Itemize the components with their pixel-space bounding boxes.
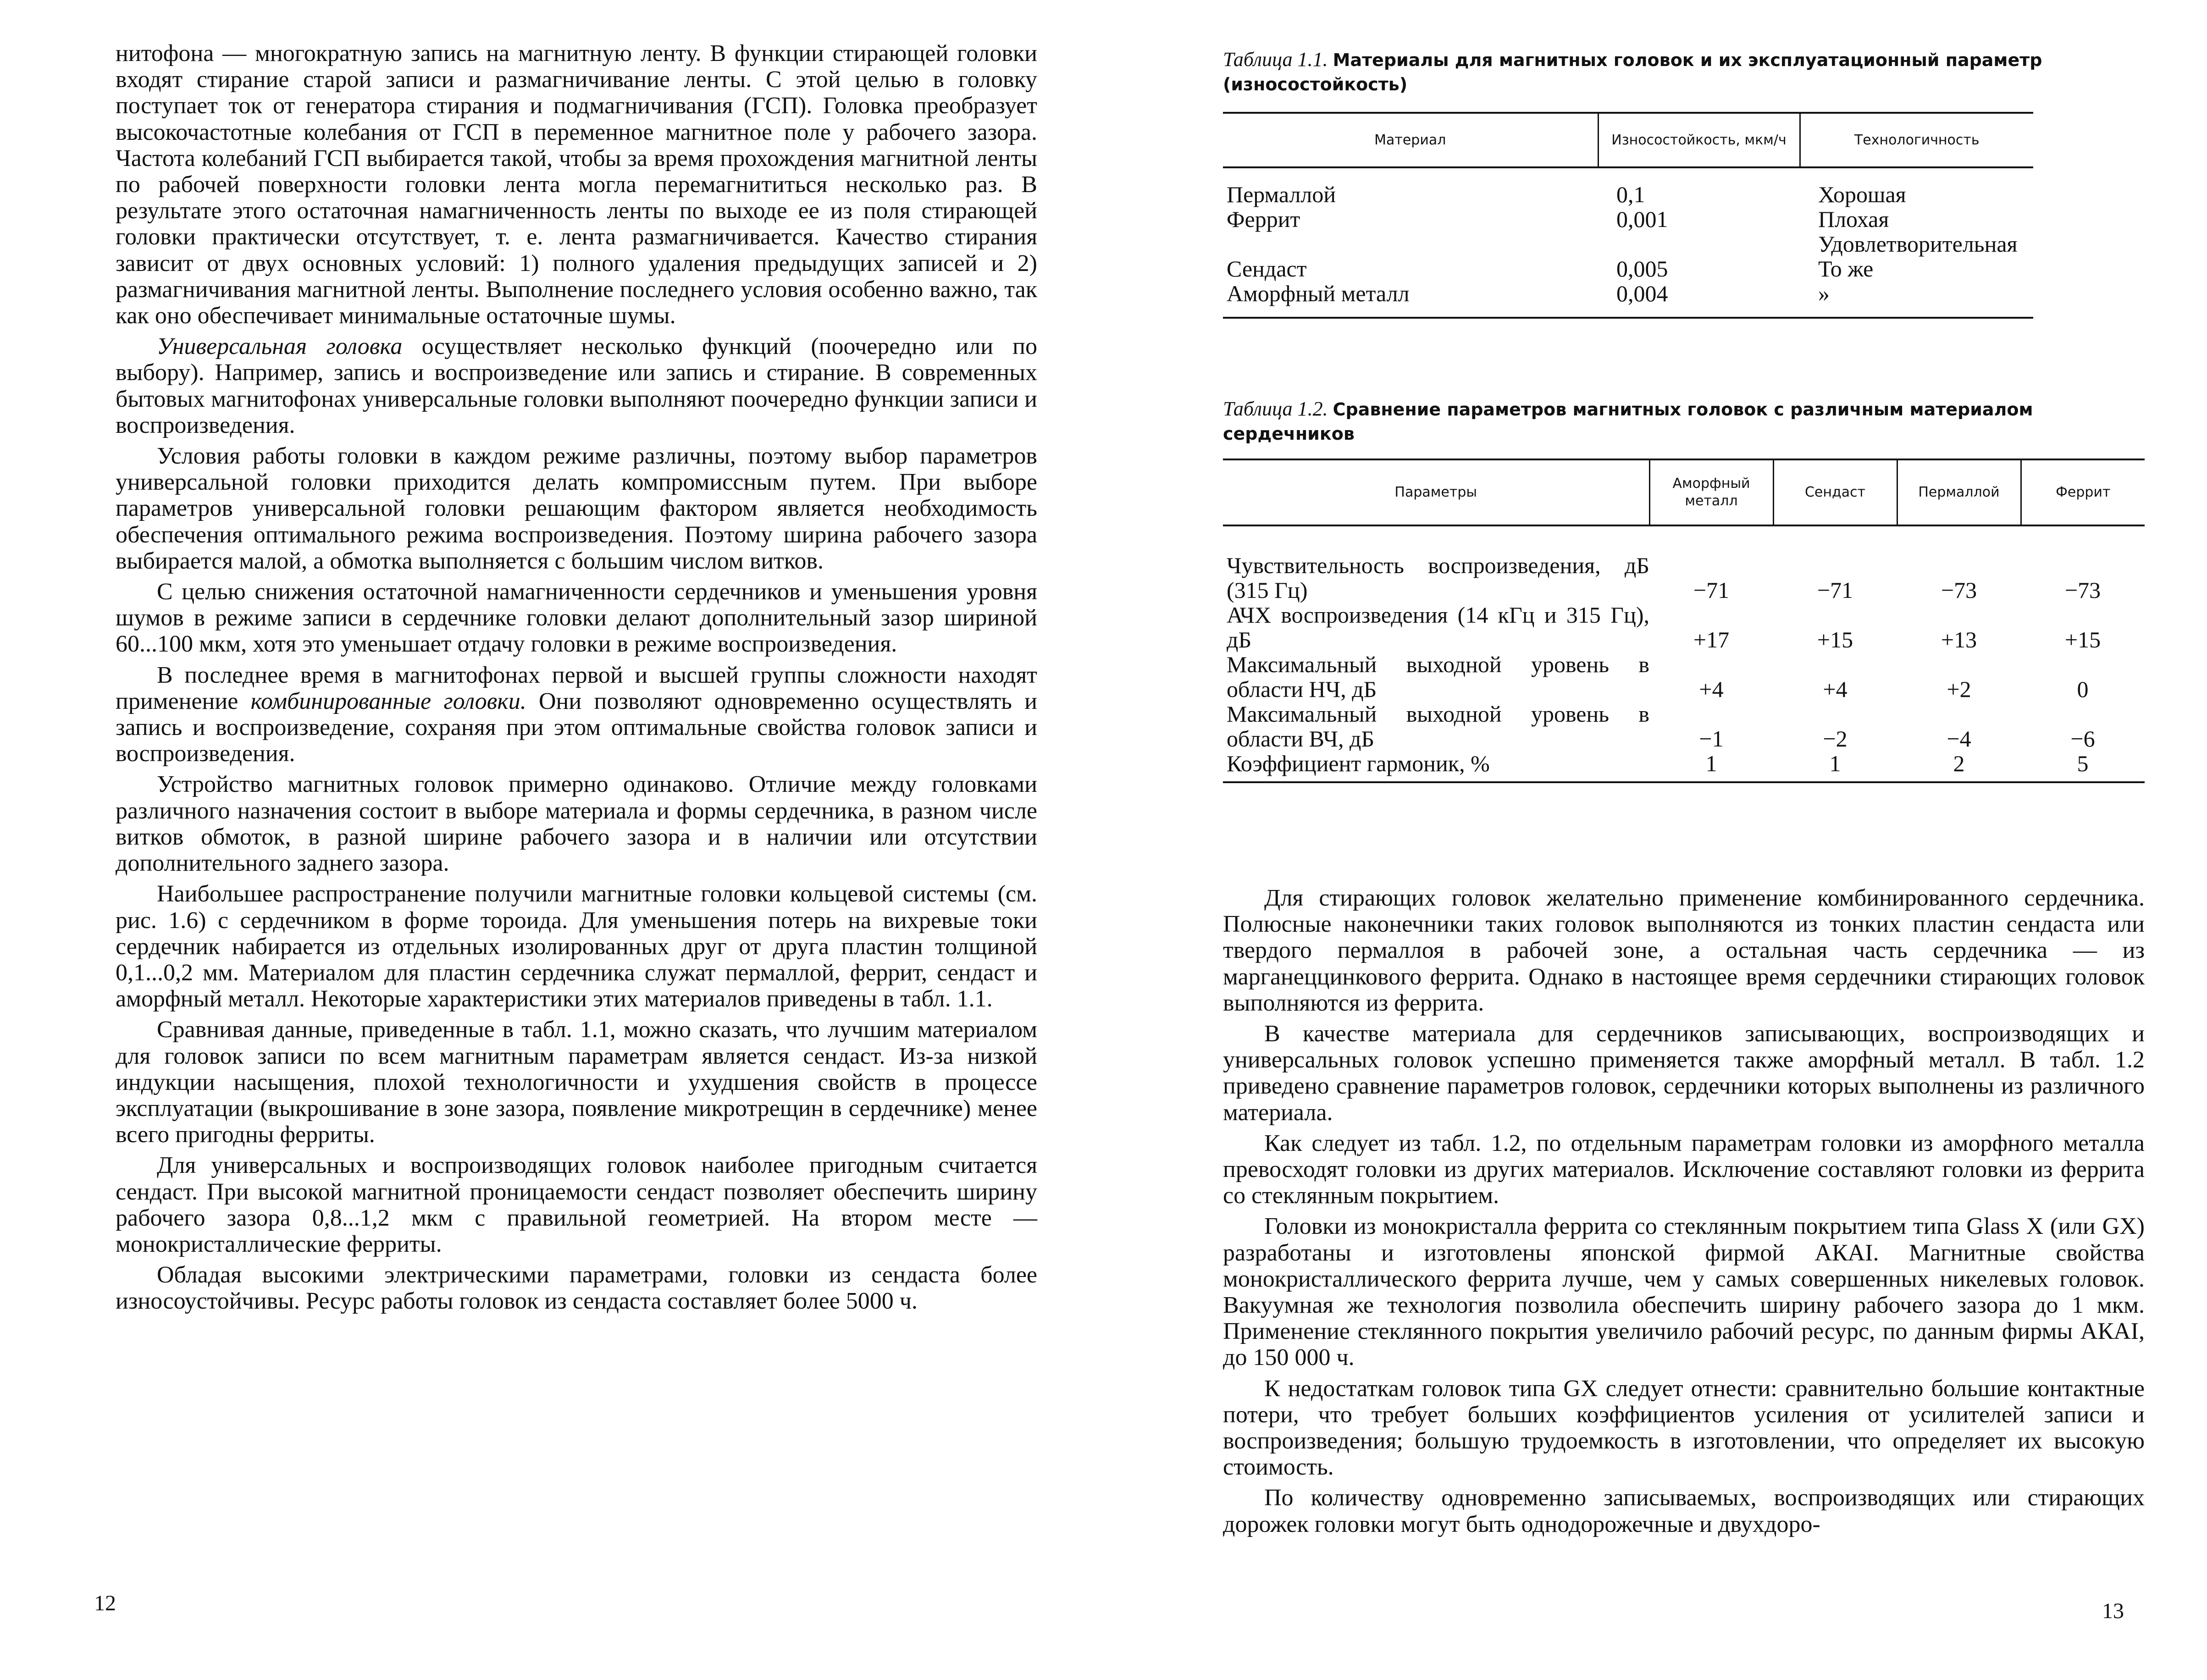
table-cell: +4	[1699, 676, 1724, 702]
paragraph: В качестве материала для сердечников записывающих, воспроизводящих и универсальных головок успешно применяется также аморфный металл. В табл. 1.2 приведено сравнение параметров головок, сердечники которых выполнены из различного материала.	[1223, 1021, 2145, 1126]
paragraph: К недостаткам головок типа GX следует отнести: сравнительно большие контактные потери, что требует больших коэффициентов усиления от усилителей записи и воспроизведения; большую трудоемкость в изготовлении, что определяет их высокую стоимость.	[1223, 1375, 2145, 1481]
table-cell: 2	[1897, 751, 2021, 782]
table-cell	[1223, 232, 1598, 256]
paragraph: Сравнивая данные, приведенные в табл. 1.1, можно сказать, что лучшим материалом для головок записи по всем магнитным параметрам является сендаст. Из-за низкой индукции насыщения, плохой технологичности и ухудшения свойств в процессе эксплуатации (выкрошивание в зоне зазора, появление микротрещин в сердечнике) менее всего пригодны ферриты.	[116, 1017, 1037, 1148]
table-cell: То же	[1818, 256, 1874, 282]
table-cell: 5	[2021, 751, 2145, 782]
table-number: Таблица 1.2.	[1223, 398, 1328, 420]
table-row	[1223, 256, 2033, 281]
table-cell: 0,004	[1598, 281, 1800, 318]
paragraph-text: В последнее время в магнитофонах первой и высшей группы сложности находят применение	[116, 662, 1037, 714]
paragraph	[116, 662, 1037, 767]
table-cell: Хорошая	[1818, 182, 1906, 207]
paragraph: Наибольшее распространение получили магнитные головки кольцевой системы (см. рис. 1.6) с сердечником в форме тороида. Для уменьшения потерь на вихревые токи сердечник набирается из отдельных изолированных друг от друга пластин толщиной 0,1...0,2 мм. Материалом для пластин сердечника служат пермаллой, феррит, сендаст и аморфный металл. Некоторые характеристики этих материалов приведены в табл. 1.1.	[116, 881, 1037, 1012]
table-title: Материалы для магнитных головок и их эксплуатационный параметр (износостойкость)	[1223, 50, 2042, 94]
italic-term: комбинированные головки.	[250, 688, 526, 714]
column-header: Износостойкость, мкм/ч	[1598, 113, 1800, 167]
page-number: 13	[2102, 1599, 2124, 1623]
paragraph-text: осуществляет несколько функций (поочередно или по выбору). Например, запись и воспроизведение или запись и стирание. В современных бытовых магнитофонах универсальные головки выполняют поочередно функции записи и воспроизведения.	[116, 333, 1038, 438]
table-cell: −1	[1699, 726, 1724, 752]
table-cell: −71	[1693, 577, 1730, 603]
paragraph: Обладая высокими электрическими параметрами, головки из сендаста более износоустойчивы. Ресурс работы головок из сендаста составляет более 5000 ч.	[116, 1262, 1037, 1315]
table-cell: Плохая	[1818, 206, 1889, 232]
table-number: Таблица 1.1.	[1223, 48, 1328, 71]
table-cell: 0,005	[1616, 256, 1668, 282]
paragraph: Для стирающих головок желательно применение комбинированного сердечника. Полюсные наконечники таких головок выполняются из тонких пластин сендаста или твердого пермаллоя в рабочей зоне, а остальная часть сердечника — из марганеццинкового феррита. Однако в настоящее время сердечники стирающих головок выполняются из феррита.	[1223, 885, 2145, 1016]
table-cell: Чувствительность воспроизведения, дБ (315 Гц)	[1227, 553, 1649, 603]
paragraph-text: Они позволяют одновременно осуществлять и запись и воспроизведение, сохраняя при этом оптимальные свойства головок записи и воспроизведения.	[116, 688, 1037, 767]
column-header: Сендаст	[1773, 459, 1897, 525]
table-cell: −4	[1947, 726, 1971, 752]
table-cell: −2	[1823, 726, 1847, 752]
table-row	[1223, 281, 2033, 318]
table-cell	[1598, 232, 1800, 256]
left-page-text	[116, 40, 1037, 1315]
table-cell: Аморфный металл	[1223, 281, 1598, 318]
left-page	[0, 0, 1103, 1680]
table-cell: Феррит	[1227, 206, 1300, 232]
table-cell: +4	[1823, 676, 1847, 702]
right-page-text	[1223, 885, 2145, 1537]
table-cell: 1	[1773, 751, 1897, 782]
table-cell: +17	[1693, 627, 1730, 652]
column-header: Феррит	[2021, 459, 2145, 525]
table-row	[1223, 553, 2145, 602]
table-cell: »	[1800, 281, 2033, 318]
table-row	[1223, 751, 2145, 782]
table-row	[1223, 652, 2145, 702]
table-cell: 0,1	[1616, 182, 1645, 207]
table-row	[1223, 702, 2145, 751]
italic-term: Универсальная головка	[157, 333, 403, 360]
column-header: Аморфный металл	[1649, 459, 1773, 525]
paragraph: Головки из монокристалла феррита со стеклянным покрытием типа Glass X (или GX) разработаны и изготовлены японской фирмой АКАІ. Магнитные свойства монокристаллического феррита лучше, чем у самых совершенных никелевых головок. Вакуумная же технология позволила обеспечить ширину рабочего зазора до 1 мкм. Применение стеклянного покрытия увеличило рабочий ресурс, по данным фирмы АКАІ, до 150 000 ч.	[1223, 1213, 2145, 1371]
table-cell: +15	[2064, 627, 2101, 652]
table-cell: −73	[2064, 577, 2101, 603]
table-cell: +2	[1947, 676, 1971, 702]
table-cell: 0,001	[1616, 206, 1668, 232]
parameters-table	[1223, 459, 2145, 783]
table-cell: 0	[2077, 676, 2089, 702]
paragraph: Как следует из табл. 1.2, по отдельным параметрам головки из аморфного металла превосходят головки из других материалов. Исключение составляют головки из феррита со стеклянным покрытием.	[1223, 1130, 2145, 1209]
table-cell: Коэффициент гармоник, %	[1223, 751, 1649, 782]
table-row	[1223, 207, 2033, 232]
table-cell: Максимальный выходной уровень в области ВЧ, дБ	[1227, 701, 1649, 752]
paragraph: Устройство магнитных головок примерно одинаково. Отличие между головками различного назначения состоит в выборе материала и формы сердечника, в разном числе витков обмоток, в разной ширине рабочего зазора и в наличии или отсутствии дополнительного заднего зазора.	[116, 771, 1037, 877]
column-header: Материал	[1223, 113, 1598, 167]
table-cell: Сендаст	[1227, 256, 1307, 282]
paragraph: По количеству одновременно записываемых, воспроизводящих или стирающих дорожек головки могут быть однодорожечные и двухдоро-	[1223, 1485, 2145, 1537]
table-row	[1223, 182, 2033, 207]
table-cell: +15	[1817, 627, 1853, 652]
table-cell: −6	[2070, 726, 2095, 752]
paragraph: С целью снижения остаточной намагниченности сердечников и уменьшения уровня шумов в режиме записи в сердечнике головки делают дополнительный зазор шириной 60...100 мкм, хотя это уменьшает отдачу головки в режиме воспроизведения.	[116, 579, 1037, 658]
column-header: Пермаллой	[1897, 459, 2021, 525]
table-cell: АЧХ воспроизведения (14 кГц и 315 Гц), дБ	[1227, 602, 1649, 652]
table-row	[1223, 602, 2145, 652]
table-caption	[1223, 48, 2145, 96]
table-cell: Максимальный выходной уровень в области НЧ, дБ	[1227, 652, 1649, 702]
materials-table	[1223, 112, 2033, 319]
paragraph: нитофона — многократную запись на магнитную ленту. В функции стирающей головки входят стирание старой записи и размагничивание ленты. С этой целью в головку поступает ток от генератора стирания и подмагничивания (ГСП). Головка преобразует высокочастотные колебания от ГСП в переменное магнитное поле у рабочего зазора. Частота колебаний ГСП выбирается такой, чтобы за время прохождения магнитной ленты по рабочей поверхности головки лента могла перемагнититься несколько раз. В результате этого остаточная намагниченность ленты по выходе ее из поля стирающей головки практически отсутствует, т. е. лента размагничивается. Качество стирания зависит от двух основных условий: 1) полного удаления предыдущих записей и 2) размагничивания магнитной ленты. Выполнение последнего условия особенно важно, так как оно обеспечивает минимальные остаточные шумы.	[116, 40, 1037, 329]
table-caption	[1223, 397, 2145, 446]
table-cell: +13	[1941, 627, 1977, 652]
table-row	[1223, 232, 2033, 256]
table-cell: Удовлетворительная	[1818, 231, 2018, 257]
paragraph	[116, 333, 1037, 438]
right-page	[1103, 0, 2207, 1680]
column-header: Технологичность	[1800, 113, 2033, 167]
table-header-row	[1223, 459, 2145, 525]
paragraph: Условия работы головки в каждом режиме различны, поэтому выбор параметров универсальной головки приходится делать компромиссным путем. При выборе параметров универсальной головки решающим фактором является необходимость обеспечения оптимального режима воспроизведения. Поэтому ширина рабочего зазора выбирается малой, а обмотка выполняется с большим числом витков.	[116, 443, 1037, 574]
table-title: Сравнение параметров магнитных головок с различным материалом сердечников	[1223, 399, 2033, 444]
page-number: 12	[94, 1591, 116, 1615]
table-cell: −73	[1941, 577, 1977, 603]
paragraph: Для универсальных и воспроизводящих головок наиболее пригодным считается сендаст. При высокой магнитной проницаемости сендаст позволяет обеспечить ширину рабочего зазора 0,8...1,2 мкм с правильной геометрией. На втором месте — монокристаллические ферриты.	[116, 1152, 1037, 1257]
table-cell: 1	[1649, 751, 1773, 782]
column-header: Параметры	[1223, 459, 1649, 525]
table-header-row	[1223, 113, 2033, 167]
table-cell: −71	[1817, 577, 1853, 603]
table-cell: Пермаллой	[1227, 182, 1336, 207]
